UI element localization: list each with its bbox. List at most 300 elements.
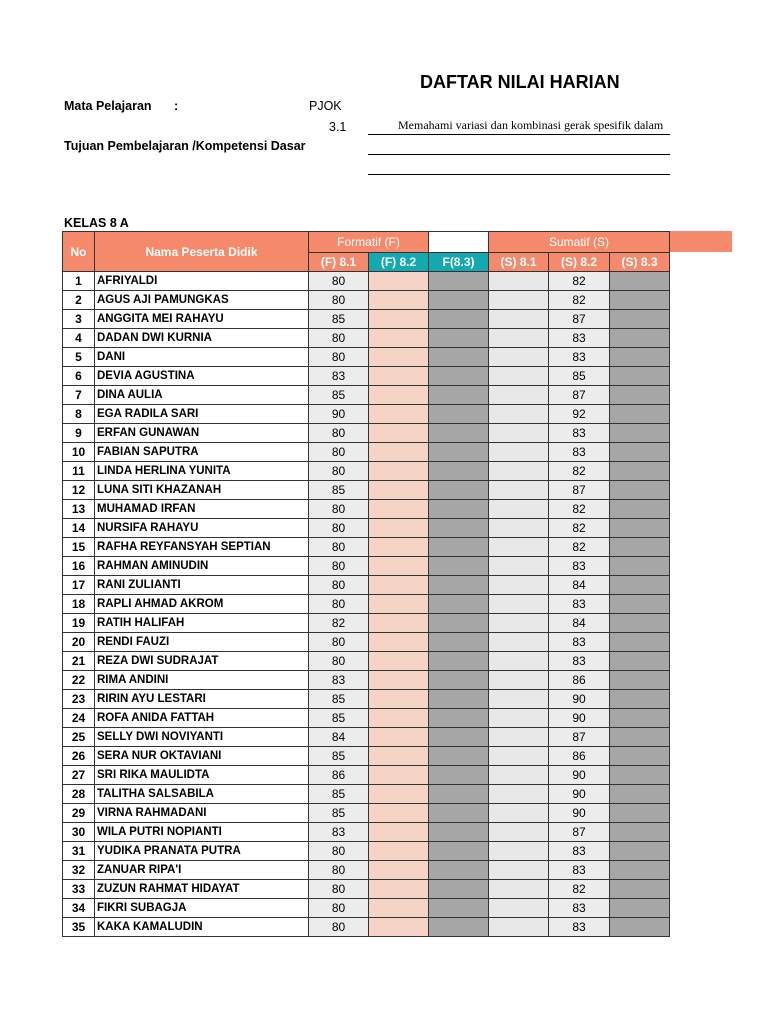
student-no: 14 bbox=[63, 519, 95, 538]
grade-s83 bbox=[610, 766, 670, 785]
subject-label: Mata Pelajaran bbox=[64, 99, 152, 113]
grade-s82: 83 bbox=[549, 652, 610, 671]
grade-s82: 82 bbox=[549, 291, 610, 310]
student-no: 2 bbox=[63, 291, 95, 310]
grade-s81[interactable] bbox=[489, 595, 549, 614]
table-row bbox=[63, 918, 670, 937]
grade-s81[interactable] bbox=[489, 785, 549, 804]
grade-s83 bbox=[610, 500, 670, 519]
grade-s81[interactable] bbox=[489, 899, 549, 918]
grade-f81: 80 bbox=[309, 462, 369, 481]
grade-s82: 83 bbox=[549, 424, 610, 443]
grade-s83 bbox=[610, 747, 670, 766]
grade-f81: 85 bbox=[309, 804, 369, 823]
grade-f81: 83 bbox=[309, 367, 369, 386]
grade-f83 bbox=[429, 272, 489, 291]
student-name: TALITHA SALSABILA bbox=[95, 785, 309, 804]
grade-f83 bbox=[429, 424, 489, 443]
student-name: DINA AULIA bbox=[95, 386, 309, 405]
grade-f83 bbox=[429, 481, 489, 500]
student-name: WILA PUTRI NOPIANTI bbox=[95, 823, 309, 842]
header-sumatif: Sumatif (S) bbox=[489, 232, 670, 253]
grade-s81[interactable] bbox=[489, 842, 549, 861]
student-no: 5 bbox=[63, 348, 95, 367]
student-name: EGA RADILA SARI bbox=[95, 405, 309, 424]
grade-f83 bbox=[429, 557, 489, 576]
grade-f83 bbox=[429, 519, 489, 538]
grade-s83 bbox=[610, 405, 670, 424]
table-row bbox=[63, 272, 670, 291]
student-no: 10 bbox=[63, 443, 95, 462]
grade-s81[interactable] bbox=[489, 291, 549, 310]
student-no: 30 bbox=[63, 823, 95, 842]
grade-f81: 83 bbox=[309, 823, 369, 842]
student-no: 34 bbox=[63, 899, 95, 918]
grade-s81[interactable] bbox=[489, 462, 549, 481]
student-name: RATIH HALIFAH bbox=[95, 614, 309, 633]
student-name: ZUZUN RAHMAT HIDAYAT bbox=[95, 880, 309, 899]
grade-s82: 86 bbox=[549, 671, 610, 690]
grade-f82[interactable] bbox=[369, 481, 429, 500]
grade-f83 bbox=[429, 766, 489, 785]
table-row bbox=[63, 405, 670, 424]
grade-s83 bbox=[610, 690, 670, 709]
student-no: 33 bbox=[63, 880, 95, 899]
grade-f81: 80 bbox=[309, 272, 369, 291]
grade-s82: 83 bbox=[549, 861, 610, 880]
objective-number: 3.1 bbox=[329, 120, 347, 134]
grade-s82: 92 bbox=[549, 405, 610, 424]
grade-s83 bbox=[610, 728, 670, 747]
grade-f82[interactable] bbox=[369, 348, 429, 367]
student-name: FIKRI SUBAGJA bbox=[95, 899, 309, 918]
table-row bbox=[63, 823, 670, 842]
grade-s83 bbox=[610, 272, 670, 291]
grade-s83 bbox=[610, 386, 670, 405]
grade-s83 bbox=[610, 671, 670, 690]
grade-s81[interactable] bbox=[489, 766, 549, 785]
grade-s82: 82 bbox=[549, 500, 610, 519]
student-name: RIRIN AYU LESTARI bbox=[95, 690, 309, 709]
grade-s82: 83 bbox=[549, 443, 610, 462]
grade-s83 bbox=[610, 519, 670, 538]
student-name: SRI RIKA MAULIDTA bbox=[95, 766, 309, 785]
grade-s82: 84 bbox=[549, 614, 610, 633]
grade-f81: 80 bbox=[309, 348, 369, 367]
grade-s83 bbox=[610, 785, 670, 804]
student-name: DADAN DWI KURNIA bbox=[95, 329, 309, 348]
grade-f81: 80 bbox=[309, 424, 369, 443]
grades-table bbox=[62, 231, 670, 937]
grade-s82: 87 bbox=[549, 481, 610, 500]
grade-s83 bbox=[610, 880, 670, 899]
table-row bbox=[63, 576, 670, 595]
header-name: Nama Peserta Didik bbox=[95, 232, 309, 272]
grade-f83 bbox=[429, 804, 489, 823]
grade-s83 bbox=[610, 462, 670, 481]
grade-s83 bbox=[610, 291, 670, 310]
table-row bbox=[63, 595, 670, 614]
student-name: DEVIA AGUSTINA bbox=[95, 367, 309, 386]
grade-s82: 82 bbox=[549, 880, 610, 899]
grade-s81[interactable] bbox=[489, 747, 549, 766]
table-row bbox=[63, 519, 670, 538]
grade-f82[interactable] bbox=[369, 747, 429, 766]
student-no: 27 bbox=[63, 766, 95, 785]
grade-f83 bbox=[429, 880, 489, 899]
table-row bbox=[63, 329, 670, 348]
grade-s83 bbox=[610, 443, 670, 462]
table-row bbox=[63, 386, 670, 405]
student-no: 35 bbox=[63, 918, 95, 937]
grade-f82[interactable] bbox=[369, 329, 429, 348]
student-no: 17 bbox=[63, 576, 95, 595]
student-no: 16 bbox=[63, 557, 95, 576]
grade-f82[interactable] bbox=[369, 500, 429, 519]
grade-s83 bbox=[610, 329, 670, 348]
grade-f83 bbox=[429, 443, 489, 462]
table-row bbox=[63, 500, 670, 519]
grade-f83 bbox=[429, 329, 489, 348]
grade-f81: 85 bbox=[309, 481, 369, 500]
grade-f82[interactable] bbox=[369, 804, 429, 823]
header-s81: (S) 8.1 bbox=[489, 253, 549, 272]
grade-f83 bbox=[429, 899, 489, 918]
grade-f83 bbox=[429, 500, 489, 519]
grade-s81[interactable] bbox=[489, 633, 549, 652]
grade-s82: 83 bbox=[549, 595, 610, 614]
grade-f81: 80 bbox=[309, 880, 369, 899]
student-name: AFRIYALDI bbox=[95, 272, 309, 291]
grade-f83 bbox=[429, 462, 489, 481]
grade-s81[interactable] bbox=[489, 538, 549, 557]
grade-f82[interactable] bbox=[369, 443, 429, 462]
grade-f82[interactable] bbox=[369, 614, 429, 633]
grade-f81: 80 bbox=[309, 595, 369, 614]
grade-f83 bbox=[429, 633, 489, 652]
subject-colon: : bbox=[174, 99, 179, 113]
grade-s81[interactable] bbox=[489, 880, 549, 899]
header-s83: (S) 8.3 bbox=[610, 253, 670, 272]
table-row bbox=[63, 690, 670, 709]
grade-s83 bbox=[610, 918, 670, 937]
grade-f82[interactable] bbox=[369, 424, 429, 443]
grade-s82: 82 bbox=[549, 272, 610, 291]
grade-s82: 83 bbox=[549, 348, 610, 367]
grade-f83 bbox=[429, 861, 489, 880]
grade-s82: 90 bbox=[549, 709, 610, 728]
grade-f82[interactable] bbox=[369, 291, 429, 310]
grade-s81[interactable] bbox=[489, 386, 549, 405]
grade-f82[interactable] bbox=[369, 462, 429, 481]
grade-s81[interactable] bbox=[489, 519, 549, 538]
grade-f83 bbox=[429, 918, 489, 937]
grade-f82[interactable] bbox=[369, 766, 429, 785]
grade-f81: 80 bbox=[309, 652, 369, 671]
grade-s83 bbox=[610, 367, 670, 386]
grade-f81: 80 bbox=[309, 443, 369, 462]
grade-f82[interactable] bbox=[369, 538, 429, 557]
table-row bbox=[63, 443, 670, 462]
objective-line-1 bbox=[368, 134, 670, 135]
header-extension-bar bbox=[670, 231, 732, 252]
student-name: ANGGITA MEI RAHAYU bbox=[95, 310, 309, 329]
table-row bbox=[63, 747, 670, 766]
grade-f82[interactable] bbox=[369, 690, 429, 709]
grade-s81[interactable] bbox=[489, 443, 549, 462]
grade-f83 bbox=[429, 823, 489, 842]
grade-f81: 80 bbox=[309, 538, 369, 557]
student-no: 31 bbox=[63, 842, 95, 861]
student-no: 7 bbox=[63, 386, 95, 405]
student-name: RAPLI AHMAD AKROM bbox=[95, 595, 309, 614]
student-name: RENDI FAUZI bbox=[95, 633, 309, 652]
grade-f82[interactable] bbox=[369, 823, 429, 842]
grade-f82[interactable] bbox=[369, 880, 429, 899]
grade-s81[interactable] bbox=[489, 405, 549, 424]
grade-s81[interactable] bbox=[489, 424, 549, 443]
table-row bbox=[63, 728, 670, 747]
table-row bbox=[63, 804, 670, 823]
grade-f83 bbox=[429, 386, 489, 405]
grade-f83 bbox=[429, 671, 489, 690]
grade-s81[interactable] bbox=[489, 804, 549, 823]
grade-s83 bbox=[610, 481, 670, 500]
grade-f82[interactable] bbox=[369, 557, 429, 576]
grade-s82: 82 bbox=[549, 462, 610, 481]
grade-s81[interactable] bbox=[489, 557, 549, 576]
grade-f83 bbox=[429, 405, 489, 424]
grade-s81[interactable] bbox=[489, 918, 549, 937]
header-s82: (S) 8.2 bbox=[549, 253, 610, 272]
grade-s83 bbox=[610, 557, 670, 576]
student-name: RIMA ANDINI bbox=[95, 671, 309, 690]
student-no: 1 bbox=[63, 272, 95, 291]
grade-f83 bbox=[429, 709, 489, 728]
header-f82: (F) 8.2 bbox=[369, 253, 429, 272]
grade-f81: 80 bbox=[309, 557, 369, 576]
grade-f82[interactable] bbox=[369, 519, 429, 538]
grade-f81: 86 bbox=[309, 766, 369, 785]
student-no: 13 bbox=[63, 500, 95, 519]
grade-f82[interactable] bbox=[369, 272, 429, 291]
grade-f82[interactable] bbox=[369, 785, 429, 804]
grade-f82[interactable] bbox=[369, 899, 429, 918]
grade-s83 bbox=[610, 614, 670, 633]
grade-s81[interactable] bbox=[489, 272, 549, 291]
student-name: FABIAN SAPUTRA bbox=[95, 443, 309, 462]
grade-f83 bbox=[429, 690, 489, 709]
grade-f83 bbox=[429, 538, 489, 557]
grade-s82: 90 bbox=[549, 785, 610, 804]
grade-f82[interactable] bbox=[369, 918, 429, 937]
grade-f83 bbox=[429, 367, 489, 386]
grade-s83 bbox=[610, 595, 670, 614]
grade-s81[interactable] bbox=[489, 367, 549, 386]
grade-f81: 85 bbox=[309, 709, 369, 728]
student-name: RANI ZULIANTI bbox=[95, 576, 309, 595]
objective-line-3 bbox=[368, 174, 670, 175]
grade-f81: 90 bbox=[309, 405, 369, 424]
objective-label: Tujuan Pembelajaran /Kompetensi Dasar bbox=[64, 139, 306, 153]
grade-s83 bbox=[610, 804, 670, 823]
table-row bbox=[63, 785, 670, 804]
table-row bbox=[63, 766, 670, 785]
table-row bbox=[63, 557, 670, 576]
grade-s83 bbox=[610, 842, 670, 861]
grade-s81[interactable] bbox=[489, 310, 549, 329]
objective-line-2 bbox=[368, 154, 670, 155]
grade-f82[interactable] bbox=[369, 405, 429, 424]
grade-f83 bbox=[429, 747, 489, 766]
student-name: RAFHA REYFANSYAH SEPTIAN bbox=[95, 538, 309, 557]
grade-s81[interactable] bbox=[489, 329, 549, 348]
table-row bbox=[63, 462, 670, 481]
student-name: SERA NUR OKTAVIANI bbox=[95, 747, 309, 766]
student-name: VIRNA RAHMADANI bbox=[95, 804, 309, 823]
grade-f82[interactable] bbox=[369, 576, 429, 595]
student-name: LUNA SITI KHAZANAH bbox=[95, 481, 309, 500]
student-no: 19 bbox=[63, 614, 95, 633]
grade-s83 bbox=[610, 310, 670, 329]
grade-f82[interactable] bbox=[369, 728, 429, 747]
grade-s81[interactable] bbox=[489, 652, 549, 671]
grade-f81: 80 bbox=[309, 899, 369, 918]
student-name: AGUS AJI PAMUNGKAS bbox=[95, 291, 309, 310]
grade-s81[interactable] bbox=[489, 671, 549, 690]
subject-value: PJOK bbox=[309, 99, 342, 113]
grade-f81: 80 bbox=[309, 633, 369, 652]
student-name: RAHMAN AMINUDIN bbox=[95, 557, 309, 576]
table-row bbox=[63, 842, 670, 861]
student-no: 18 bbox=[63, 595, 95, 614]
table-row bbox=[63, 861, 670, 880]
student-no: 23 bbox=[63, 690, 95, 709]
grade-s81[interactable] bbox=[489, 576, 549, 595]
grade-s81[interactable] bbox=[489, 823, 549, 842]
grade-f82[interactable] bbox=[369, 367, 429, 386]
grade-f83 bbox=[429, 785, 489, 804]
grade-s82: 83 bbox=[549, 899, 610, 918]
student-name: ERFAN GUNAWAN bbox=[95, 424, 309, 443]
table-row bbox=[63, 671, 670, 690]
student-no: 12 bbox=[63, 481, 95, 500]
student-no: 6 bbox=[63, 367, 95, 386]
student-no: 25 bbox=[63, 728, 95, 747]
student-no: 29 bbox=[63, 804, 95, 823]
grade-s83 bbox=[610, 538, 670, 557]
grade-s81[interactable] bbox=[489, 481, 549, 500]
grade-s82: 83 bbox=[549, 633, 610, 652]
grade-s82: 87 bbox=[549, 728, 610, 747]
table-row bbox=[63, 310, 670, 329]
table-row bbox=[63, 652, 670, 671]
grade-f81: 80 bbox=[309, 519, 369, 538]
grade-f83 bbox=[429, 576, 489, 595]
grade-f81: 80 bbox=[309, 842, 369, 861]
grade-f81: 85 bbox=[309, 386, 369, 405]
grade-s82: 83 bbox=[549, 557, 610, 576]
student-no: 24 bbox=[63, 709, 95, 728]
grade-f82[interactable] bbox=[369, 595, 429, 614]
grade-s82: 86 bbox=[549, 747, 610, 766]
grade-s81[interactable] bbox=[489, 728, 549, 747]
grade-f81: 85 bbox=[309, 747, 369, 766]
student-name: REZA DWI SUDRAJAT bbox=[95, 652, 309, 671]
grade-s83 bbox=[610, 861, 670, 880]
grade-s82: 83 bbox=[549, 842, 610, 861]
grade-f82[interactable] bbox=[369, 652, 429, 671]
table-row bbox=[63, 709, 670, 728]
grade-f82[interactable] bbox=[369, 709, 429, 728]
grade-f81: 85 bbox=[309, 690, 369, 709]
grade-f81: 84 bbox=[309, 728, 369, 747]
student-no: 4 bbox=[63, 329, 95, 348]
grade-f82[interactable] bbox=[369, 671, 429, 690]
grade-f83 bbox=[429, 652, 489, 671]
header-f83: F(8.3) bbox=[429, 253, 489, 272]
grade-f82[interactable] bbox=[369, 310, 429, 329]
grade-s81[interactable] bbox=[489, 690, 549, 709]
grade-f82[interactable] bbox=[369, 861, 429, 880]
table-row bbox=[63, 481, 670, 500]
header-blank bbox=[429, 232, 489, 253]
grade-s82: 83 bbox=[549, 329, 610, 348]
grade-f81: 80 bbox=[309, 329, 369, 348]
grade-s83 bbox=[610, 576, 670, 595]
grade-f81: 80 bbox=[309, 500, 369, 519]
grade-s83 bbox=[610, 633, 670, 652]
page-title: DAFTAR NILAI HARIAN bbox=[420, 72, 620, 92]
grade-s82: 90 bbox=[549, 804, 610, 823]
grade-s81[interactable] bbox=[489, 861, 549, 880]
student-no: 20 bbox=[63, 633, 95, 652]
grade-s83 bbox=[610, 823, 670, 842]
grade-f81: 85 bbox=[309, 785, 369, 804]
grade-s82: 85 bbox=[549, 367, 610, 386]
student-name: DANI bbox=[95, 348, 309, 367]
grade-s82: 90 bbox=[549, 766, 610, 785]
grade-s82: 84 bbox=[549, 576, 610, 595]
grade-s82: 82 bbox=[549, 538, 610, 557]
grade-s81[interactable] bbox=[489, 500, 549, 519]
grade-f83 bbox=[429, 728, 489, 747]
grade-f81: 80 bbox=[309, 861, 369, 880]
table-row bbox=[63, 538, 670, 557]
grade-f81: 83 bbox=[309, 671, 369, 690]
header-no: No bbox=[63, 232, 95, 272]
table-row bbox=[63, 291, 670, 310]
grade-f83 bbox=[429, 348, 489, 367]
grade-f83 bbox=[429, 310, 489, 329]
grade-s81[interactable] bbox=[489, 614, 549, 633]
student-name: SELLY DWI NOVIYANTI bbox=[95, 728, 309, 747]
grade-f82[interactable] bbox=[369, 386, 429, 405]
grade-s81[interactable] bbox=[489, 709, 549, 728]
student-name: KAKA KAMALUDIN bbox=[95, 918, 309, 937]
grade-f81: 85 bbox=[309, 310, 369, 329]
student-name: LINDA HERLINA YUNITA bbox=[95, 462, 309, 481]
table-row bbox=[63, 633, 670, 652]
table-row bbox=[63, 880, 670, 899]
grade-f83 bbox=[429, 291, 489, 310]
student-no: 8 bbox=[63, 405, 95, 424]
grade-f82[interactable] bbox=[369, 633, 429, 652]
header-f81: (F) 8.1 bbox=[309, 253, 369, 272]
grade-f82[interactable] bbox=[369, 842, 429, 861]
grade-s81[interactable] bbox=[489, 348, 549, 367]
grade-s82: 87 bbox=[549, 310, 610, 329]
